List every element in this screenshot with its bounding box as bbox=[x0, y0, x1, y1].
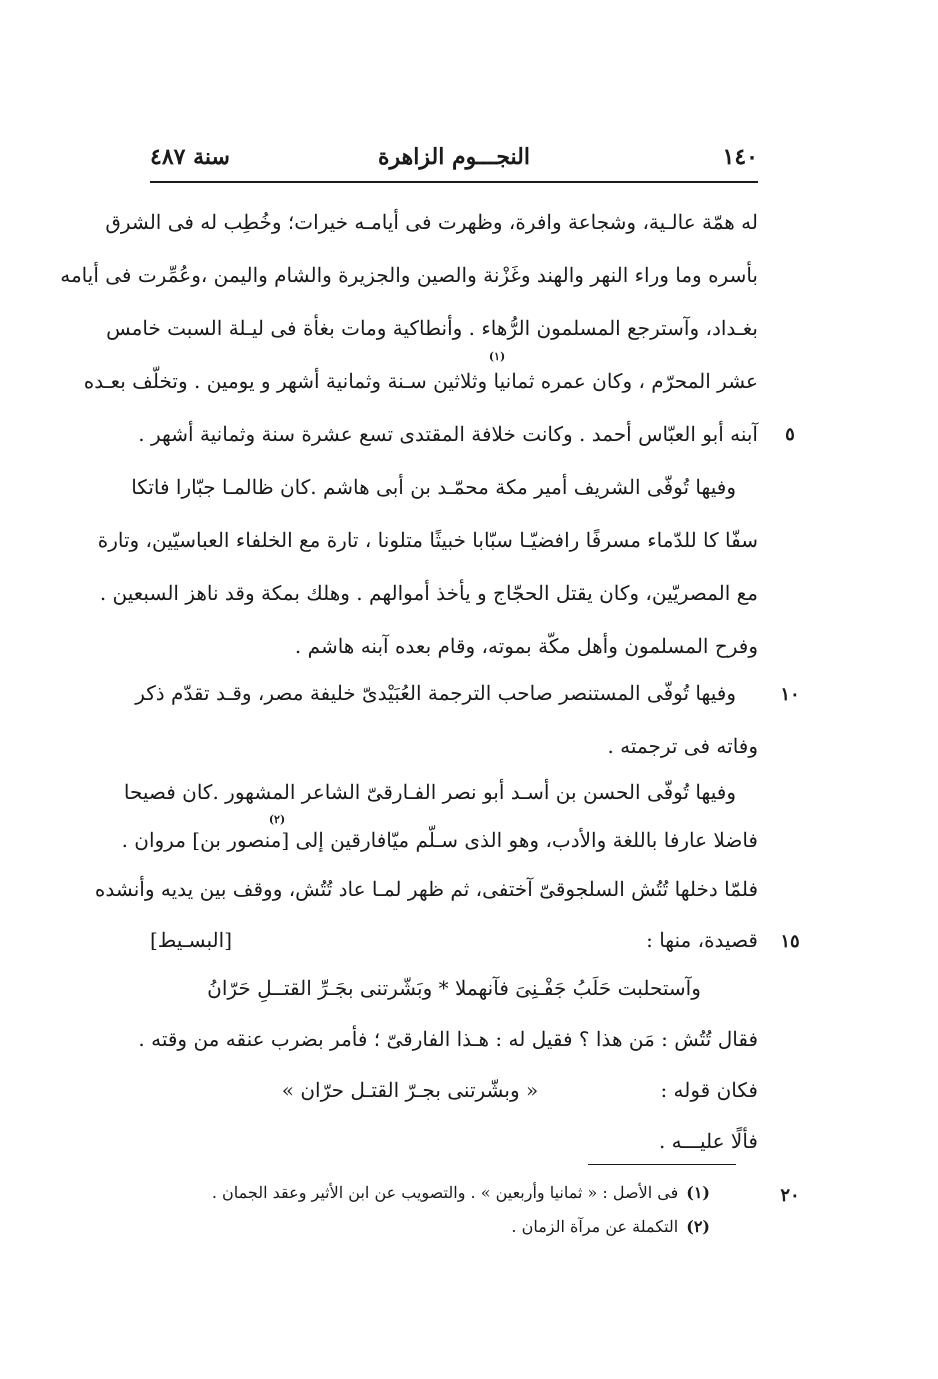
page-header bbox=[150, 140, 758, 176]
page-number: ١٤٠ bbox=[722, 144, 758, 170]
text-line-last: فألًا عليـــه . bbox=[658, 1129, 758, 1153]
text-line-after-verse: فقال تُتُش : مَن هذا ؟ فقيل له : هـذا الفارقىّ ؛ فأمر بضرب عنقه من وقته . bbox=[138, 1027, 758, 1051]
text-line-7: سفّا كا للدّماء مسرفًا رافضيّـا سبّابا خبيثًا متلونا ، تارة مع الخلفاء العباسيّين، وتارة bbox=[97, 528, 758, 552]
line-number-15: ١٥ bbox=[780, 931, 800, 952]
text-line-8: مع المصريّين، وكان يقتل الحجّاج و يأخذ أموالهم . وهلك بمكة وقد ناهز السبعين . bbox=[99, 581, 758, 605]
text-line-2: بأسره وما وراء النهر والهند وغَزْنة والصين والجزيرة والشام واليمن ،وعُمِّرت فى أيامه bbox=[60, 263, 758, 287]
text-line-4: عشر المحرّم ، وكان عمره ثمانيا وثلاثين سـنة وثمانية أشهر و يومين . وتخلّف بعـده bbox=[83, 369, 758, 393]
running-year: سنة ٤٨٧ bbox=[150, 144, 230, 170]
quoted-hemistich: « وبشّرتنى بجـرّ القتـل حرّان » bbox=[281, 1078, 539, 1102]
running-title: النجـــوم الزاهرة bbox=[378, 144, 530, 170]
text-line-5: آبنه أبو العبّاس أحمد . وكانت خلافة المقتدى تسع عشرة سنة وثمانية أشهر . bbox=[138, 422, 758, 446]
footnote-2 bbox=[225, 1217, 710, 1247]
line-number-5: ٥ bbox=[785, 424, 795, 445]
text-line-12: وفيها تُوفّى الحسن بن أسـد أبو نصر الفـارقىّ الشاعر المشهور .كان فصيحا bbox=[123, 780, 736, 804]
line-number-10: ١٠ bbox=[780, 684, 800, 705]
text-line-10: وفيها تُوفّى المستنصر صاحب الترجمة العُبَيْدىّ خليفة مصر، وقـد تقدّم ذكر bbox=[135, 681, 736, 705]
text-line-11: وفاته فى ترجمته . bbox=[607, 734, 758, 758]
text-line-14: فلمّا دخلها تُتُش السلجوقىّ آختفى، ثم ظهر لمـا عاد تُتُش، ووقف بين يديه وأنشده bbox=[94, 877, 758, 901]
text-line-1: له همّة عالـية، وشجاعة وافرة، وظهرت فى أيامـه خيرات؛ وخُطِب له فى الشرق bbox=[105, 210, 758, 234]
line-number-20: ٢٠ bbox=[780, 1185, 800, 1206]
poem-intro: قصيدة، منها : bbox=[646, 928, 758, 952]
footnote-rule bbox=[588, 1164, 736, 1165]
header-rule bbox=[150, 181, 758, 183]
meter-name: [البسـيط] bbox=[150, 928, 233, 952]
text-line-6: وفيها تُوفّى الشريف أمير مكة محمّـد بن أبى هاشم .كان ظالمـا جبّارا فاتكا bbox=[131, 475, 736, 499]
verse-line: وآستحلبت حَلَبُ جَفْـنِىَ فآنهملا * وبَشّرتنى بجَـرِّ القتــلِ حَرّانُ bbox=[207, 976, 701, 1000]
text-line-3: بغـداد، وآسترجع المسلمون الرُّهاء . وأنطاكية ومات بغأة فى ليـلة السبت خامس bbox=[106, 316, 758, 340]
text-line-9: وفرح المسلمون وأهل مكّة بموته، وقام بعده آبنه هاشم . bbox=[294, 634, 758, 658]
footnote-1-text: فى الأصل : « ثمانيا وأربعين » . والتصويب عن ابن الأثير وعقد الجمان . bbox=[211, 1183, 679, 1202]
note-marker-2: (٢) bbox=[268, 813, 286, 826]
footnote-1 bbox=[211, 1183, 710, 1213]
note-marker-1: (١) bbox=[488, 350, 506, 363]
footnote-1-label: (١) bbox=[686, 1183, 710, 1202]
footnote-2-label: (٢) bbox=[686, 1217, 710, 1236]
quote-intro: فكان قوله : bbox=[660, 1078, 758, 1102]
footnote-2-text: التكملة عن مرآة الزمان . bbox=[511, 1217, 679, 1236]
text-line-13: فاضلا عارفا باللغة والأدب، وهو الذى سـلّم ميّافارقين إلى [منصور بن] مروان . bbox=[121, 828, 758, 852]
